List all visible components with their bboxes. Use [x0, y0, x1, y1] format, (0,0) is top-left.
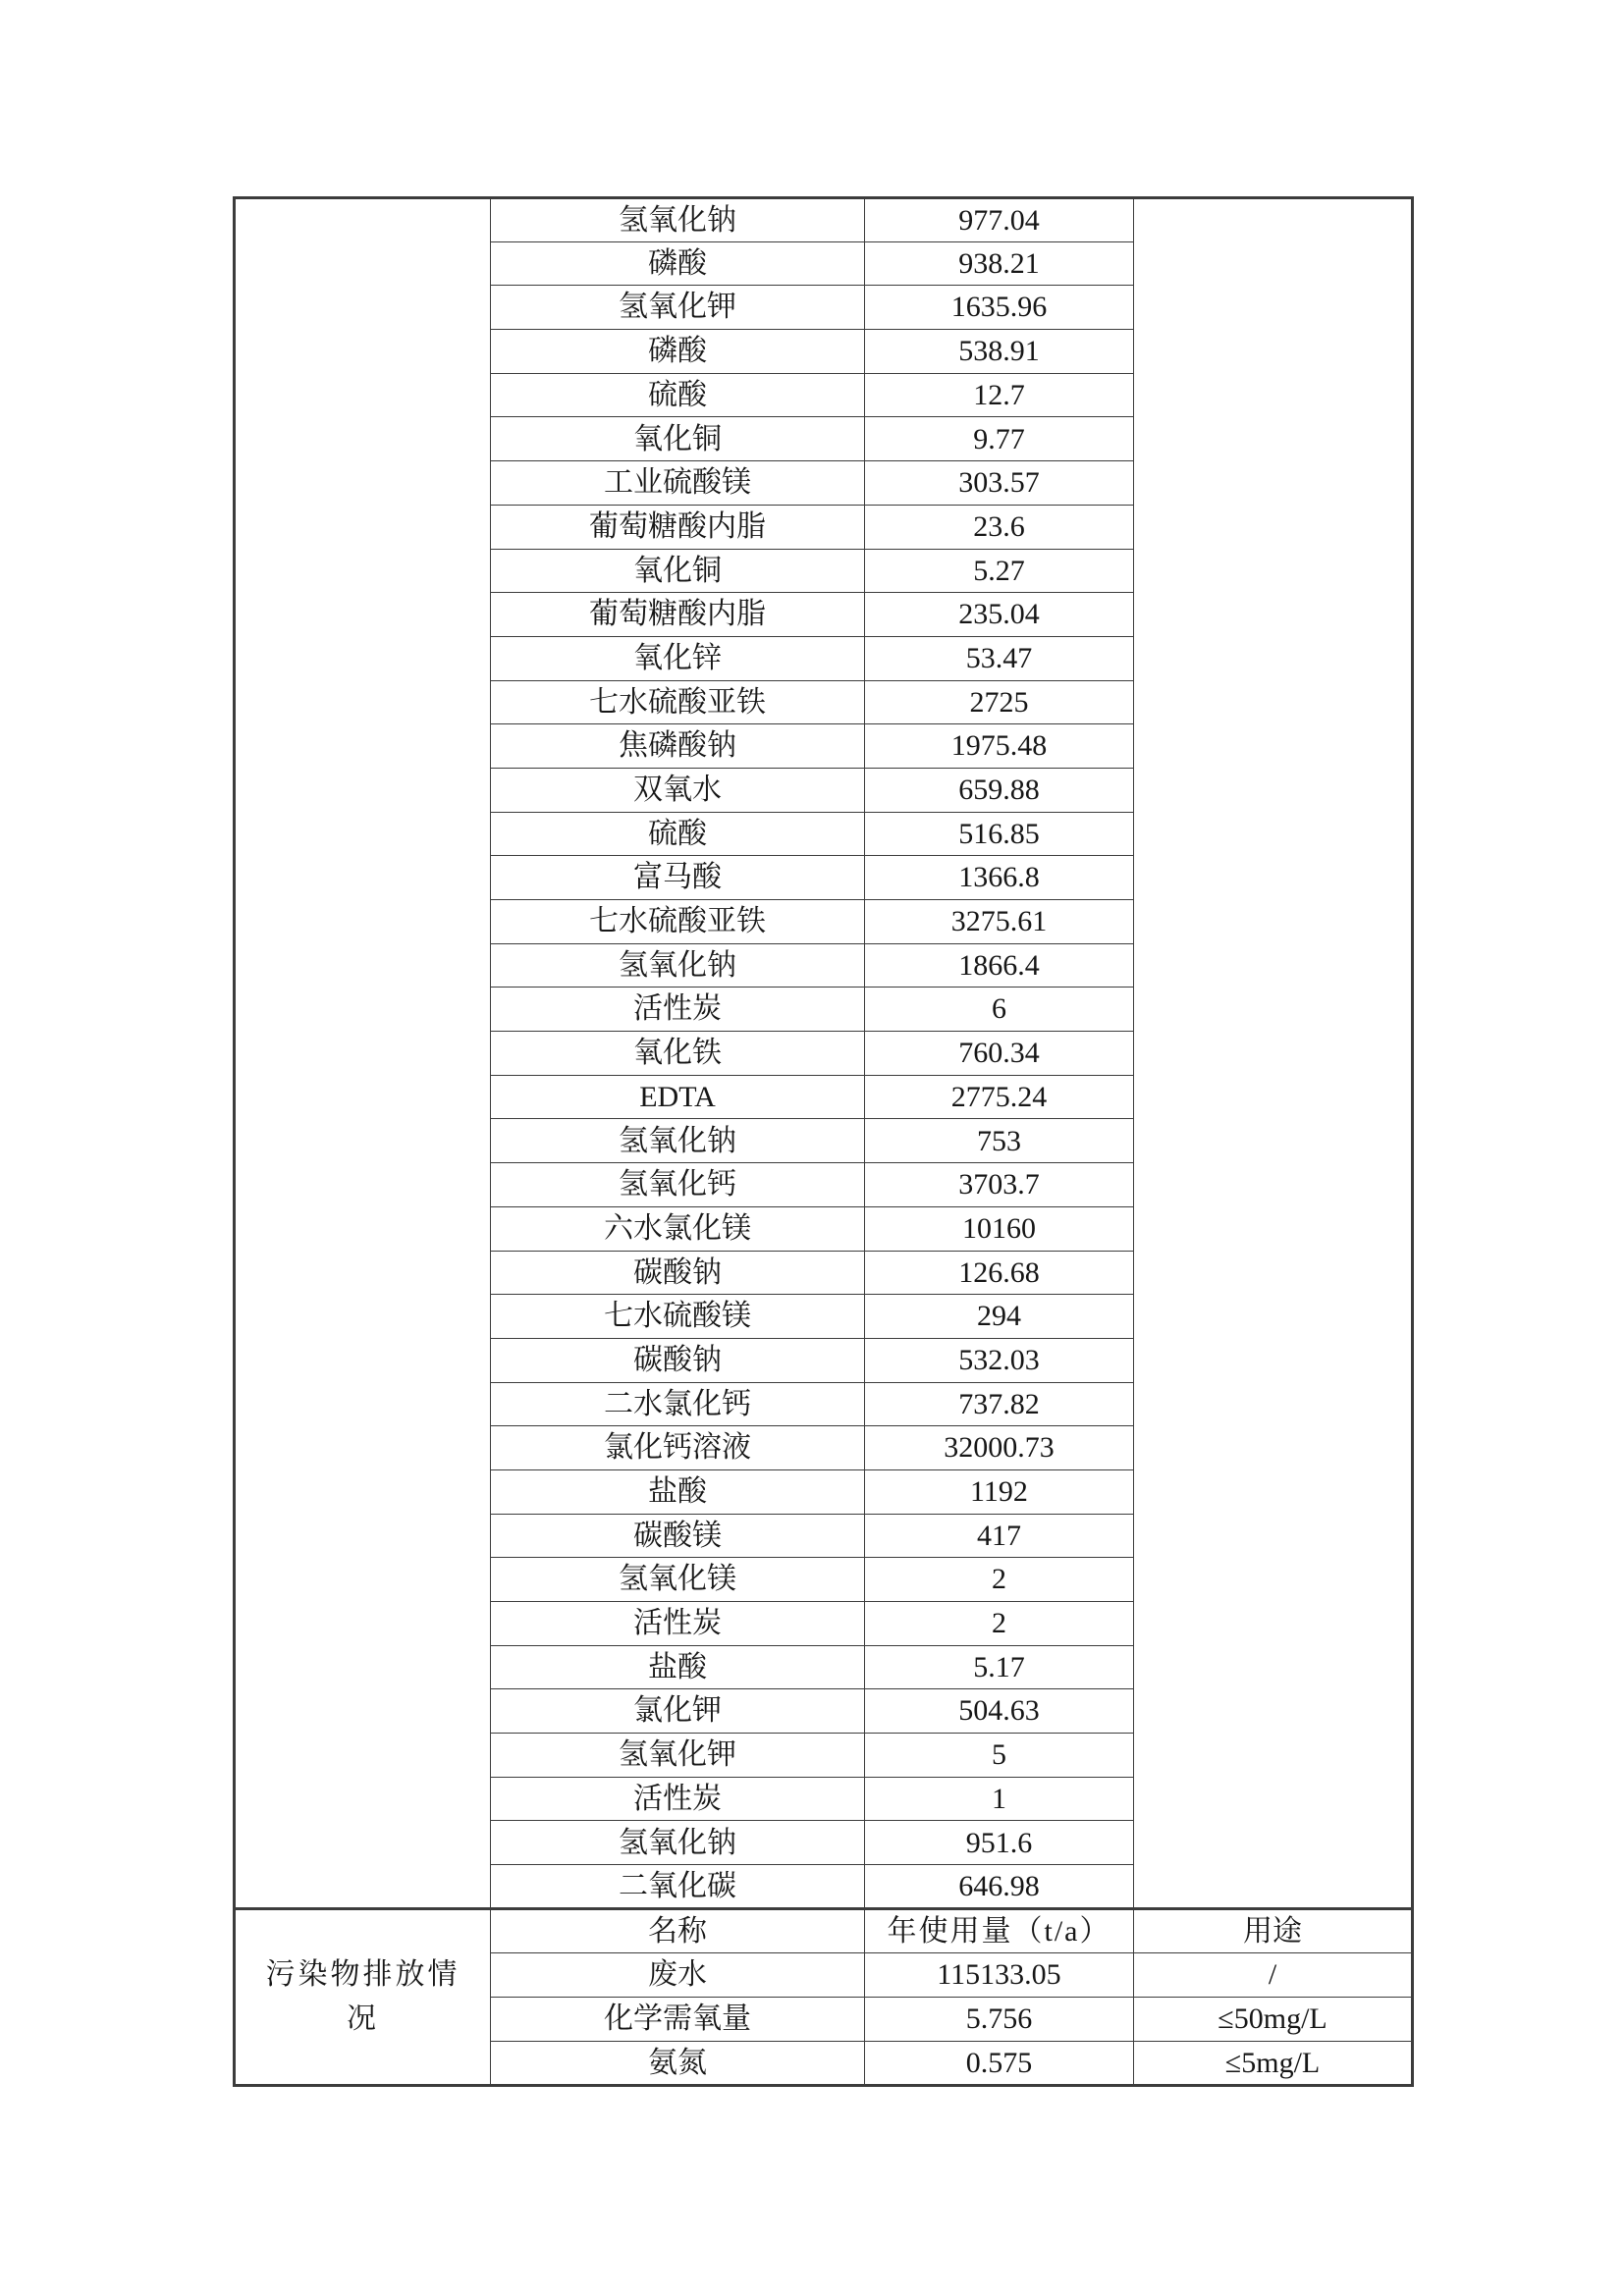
material-name-cell: 硫酸	[491, 373, 865, 417]
material-name-cell: 氧化锌	[491, 636, 865, 680]
material-amount-cell: 760.34	[865, 1032, 1134, 1076]
material-name-cell: 氧化铜	[491, 417, 865, 461]
material-name-cell: 氢氧化钠	[491, 943, 865, 988]
material-name-cell: 活性炭	[491, 988, 865, 1032]
material-name-cell: 氢氧化钠	[491, 1821, 865, 1865]
material-amount-cell: 10160	[865, 1206, 1134, 1251]
material-amount-cell: 1	[865, 1777, 1134, 1821]
material-name-cell: 硫酸	[491, 812, 865, 856]
emission-amount-cell: 115133.05	[865, 1952, 1134, 1997]
material-name-cell: 七水硫酸亚铁	[491, 680, 865, 724]
material-name-cell: 氯化钾	[491, 1689, 865, 1734]
material-amount-cell: 3275.61	[865, 900, 1134, 944]
material-name-cell: 盐酸	[491, 1469, 865, 1514]
material-amount-cell: 5	[865, 1734, 1134, 1778]
material-name-cell: 碳酸镁	[491, 1514, 865, 1558]
material-name-cell: EDTA	[491, 1075, 865, 1119]
material-name-cell: 二氧化碳	[491, 1865, 865, 1909]
material-amount-cell: 1192	[865, 1469, 1134, 1514]
material-amount-cell: 659.88	[865, 768, 1134, 812]
material-amount-cell: 303.57	[865, 461, 1134, 506]
emission-name-cell: 化学需氧量	[491, 1997, 865, 2041]
emission-amount-cell: 5.756	[865, 1997, 1134, 2041]
material-name-cell: 磷酸	[491, 241, 865, 286]
material-name-cell: 葡萄糖酸内脂	[491, 593, 865, 637]
material-amount-cell: 126.68	[865, 1251, 1134, 1295]
material-amount-cell: 235.04	[865, 593, 1134, 637]
material-amount-cell: 5.17	[865, 1645, 1134, 1689]
emission-usage-cell: ≤5mg/L	[1134, 2041, 1413, 2085]
material-amount-cell: 951.6	[865, 1821, 1134, 1865]
material-amount-cell: 53.47	[865, 636, 1134, 680]
material-amount-cell: 2725	[865, 680, 1134, 724]
material-amount-cell: 532.03	[865, 1338, 1134, 1382]
material-amount-cell: 938.21	[865, 241, 1134, 286]
emission-usage-cell: ≤50mg/L	[1134, 1997, 1413, 2041]
material-amount-cell: 2	[865, 1602, 1134, 1646]
material-name-cell: 活性炭	[491, 1602, 865, 1646]
material-name-cell: 六水氯化镁	[491, 1206, 865, 1251]
emissions-col-header-usage: 用途	[1134, 1908, 1413, 1952]
emission-name-cell: 氨氮	[491, 2041, 865, 2085]
emissions-section-label: 污染物排放情况	[265, 1958, 460, 2036]
material-name-cell: 磷酸	[491, 330, 865, 374]
material-name-cell: 氯化钙溶液	[491, 1426, 865, 1470]
material-name-cell: 葡萄糖酸内脂	[491, 505, 865, 549]
materials-right-merged-cell	[1134, 198, 1413, 1909]
material-name-cell: 氢氧化钠	[491, 1119, 865, 1163]
material-amount-cell: 32000.73	[865, 1426, 1134, 1470]
material-name-cell: 工业硫酸镁	[491, 461, 865, 506]
emissions-section-label-cell	[235, 1908, 491, 2085]
emissions-col-header-name: 名称	[491, 1908, 865, 1952]
emissions-header-row	[235, 1908, 1413, 1952]
document-table	[233, 196, 1414, 2087]
materials-left-merged-cell	[235, 198, 491, 1909]
material-name-cell: 盐酸	[491, 1645, 865, 1689]
material-name-cell: 氢氧化镁	[491, 1558, 865, 1602]
material-amount-cell: 1866.4	[865, 943, 1134, 988]
material-name-cell: 氧化铁	[491, 1032, 865, 1076]
material-amount-cell: 1366.8	[865, 856, 1134, 900]
document-table-body	[235, 198, 1413, 2086]
material-name-cell: 七水硫酸亚铁	[491, 900, 865, 944]
material-name-cell: 碳酸钠	[491, 1251, 865, 1295]
material-amount-cell: 12.7	[865, 373, 1134, 417]
material-amount-cell: 1635.96	[865, 286, 1134, 330]
material-amount-cell: 504.63	[865, 1689, 1134, 1734]
material-amount-cell: 737.82	[865, 1382, 1134, 1426]
material-name-cell: 焦磷酸钠	[491, 724, 865, 769]
material-amount-cell: 1975.48	[865, 724, 1134, 769]
material-amount-cell: 294	[865, 1295, 1134, 1339]
material-name-cell: 氢氧化钾	[491, 1734, 865, 1778]
emissions-col-header-amount: 年使用量（t/a）	[865, 1908, 1134, 1952]
material-name-cell: 双氧水	[491, 768, 865, 812]
material-name-cell: 氢氧化钾	[491, 286, 865, 330]
material-amount-cell: 3703.7	[865, 1163, 1134, 1207]
emission-usage-cell: /	[1134, 1952, 1413, 1997]
material-name-cell: 氧化铜	[491, 549, 865, 593]
material-name-cell: 活性炭	[491, 1777, 865, 1821]
material-amount-cell: 538.91	[865, 330, 1134, 374]
material-amount-cell: 9.77	[865, 417, 1134, 461]
material-amount-cell: 417	[865, 1514, 1134, 1558]
emission-amount-cell: 0.575	[865, 2041, 1134, 2085]
material-amount-cell: 977.04	[865, 198, 1134, 242]
material-name-cell: 氢氧化钠	[491, 198, 865, 242]
material-amount-cell: 753	[865, 1119, 1134, 1163]
material-row	[235, 198, 1413, 242]
material-amount-cell: 2775.24	[865, 1075, 1134, 1119]
material-amount-cell: 646.98	[865, 1865, 1134, 1909]
emission-name-cell: 废水	[491, 1952, 865, 1997]
material-amount-cell: 2	[865, 1558, 1134, 1602]
material-name-cell: 七水硫酸镁	[491, 1295, 865, 1339]
material-name-cell: 碳酸钠	[491, 1338, 865, 1382]
material-amount-cell: 23.6	[865, 505, 1134, 549]
material-name-cell: 富马酸	[491, 856, 865, 900]
material-name-cell: 二水氯化钙	[491, 1382, 865, 1426]
material-name-cell: 氢氧化钙	[491, 1163, 865, 1207]
material-amount-cell: 516.85	[865, 812, 1134, 856]
material-amount-cell: 5.27	[865, 549, 1134, 593]
material-amount-cell: 6	[865, 988, 1134, 1032]
